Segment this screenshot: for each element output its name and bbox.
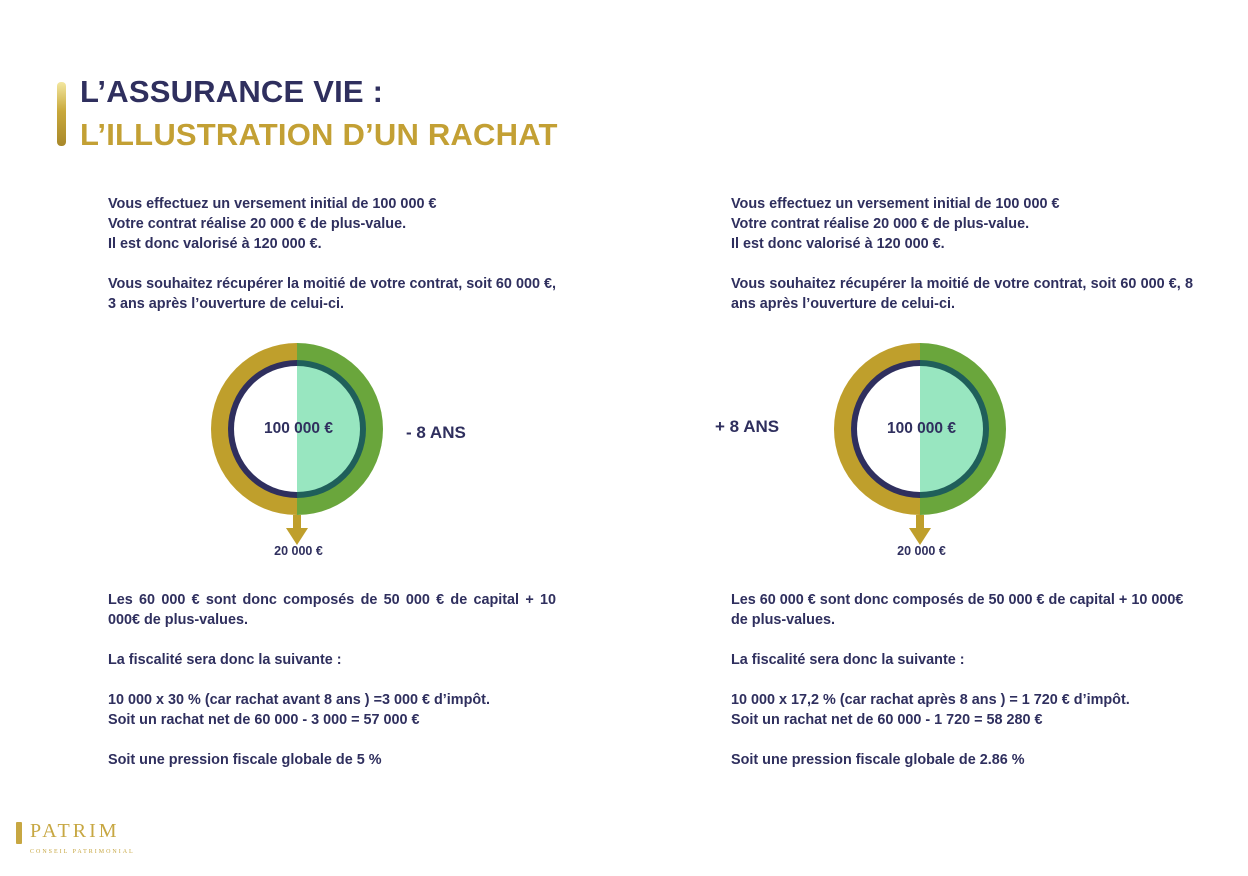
right-initial-amount: 100 000 € <box>887 420 956 437</box>
patrim-logo <box>16 818 136 860</box>
right-calc-line: 10 000 x 17,2 % (car rachat après 8 ans ) = 1 720 € d’impôt. <box>731 692 1130 708</box>
left-wish-text: Vous souhaitez récupérer la moitié de votre contrat, soit 60 000 €, 3 ans après l’ouverture de celui-ci. <box>108 276 556 312</box>
right-duration-label: + 8 ANS <box>715 417 780 436</box>
right-contract-diagram <box>833 340 1013 580</box>
left-duration-label: - 8 ANS <box>406 423 466 442</box>
right-result-block <box>731 590 1193 770</box>
left-gain-amount: 20 000 € <box>274 544 323 558</box>
left-intro-block <box>108 194 556 314</box>
page-subtitle: L’ILLUSTRATION D’UN RACHAT <box>80 117 558 152</box>
left-result-block <box>108 590 556 770</box>
logo-mark-icon <box>16 822 22 844</box>
right-wish-text: Vous souhaitez récupérer la moitié de votre contrat, soit 60 000 €, 8 ans après l’ouverture de celui-ci. <box>731 276 1193 312</box>
right-intro-line: Votre contrat réalise 20 000 € de plus-value. <box>731 216 1030 232</box>
left-intro-line: Vous effectuez un versement initial de 100 000 € <box>108 196 437 212</box>
left-intro-line: Il est donc valorisé à 120 000 €. <box>108 236 322 252</box>
right-fiscal-intro: La fiscalité sera donc la suivante : <box>731 652 965 668</box>
left-pressure-text: Soit une pression fiscale globale de 5 % <box>108 752 382 768</box>
left-calc-line: Soit un rachat net de 60 000 - 3 000 = 57 000 € <box>108 712 420 728</box>
title-accent-bar <box>57 82 66 146</box>
right-intro-line: Vous effectuez un versement initial de 100 000 € <box>731 196 1060 212</box>
left-intro-line: Votre contrat réalise 20 000 € de plus-value. <box>108 216 407 232</box>
left-contract-diagram <box>210 340 390 580</box>
right-gain-amount: 20 000 € <box>897 544 946 558</box>
right-calc-line: Soit un rachat net de 60 000 - 1 720 = 58 280 € <box>731 712 1043 728</box>
logo-name: PATRIM <box>30 820 120 842</box>
right-intro-line: Il est donc valorisé à 120 000 €. <box>731 236 945 252</box>
right-composition-text: Les 60 000 € sont donc composés de 50 000 € de capital + 10 000€ de plus-values. <box>731 592 1184 628</box>
left-composition-text: Les 60 000 € sont donc composés de 50 000 € de capital + 10 000€ de plus-values. <box>108 592 556 628</box>
logo-tagline: CONSEIL PATRIMONIAL <box>30 849 135 855</box>
left-calc-line: 10 000 x 30 % (car rachat avant 8 ans ) =3 000 € d’impôt. <box>108 692 490 708</box>
left-fiscal-intro: La fiscalité sera donc la suivante : <box>108 652 342 668</box>
page-title: L’ASSURANCE VIE : <box>80 74 384 109</box>
right-pressure-text: Soit une pression fiscale globale de 2.86 % <box>731 752 1025 768</box>
right-intro-block <box>731 194 1193 314</box>
left-initial-amount: 100 000 € <box>264 420 333 437</box>
